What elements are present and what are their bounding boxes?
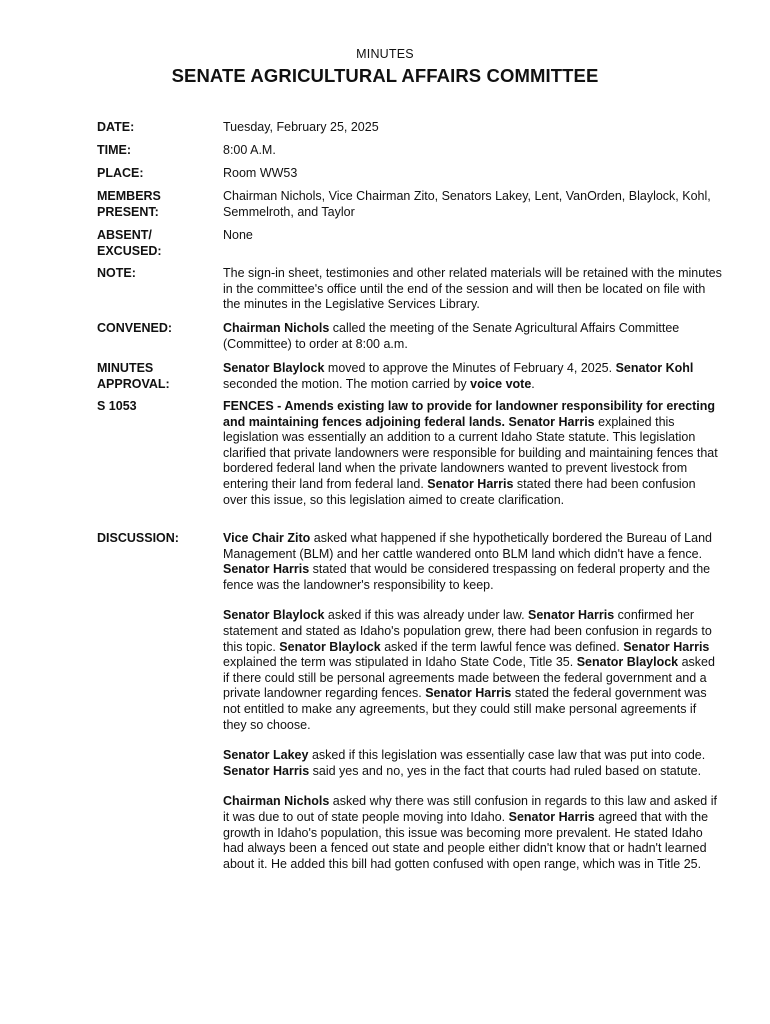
- bill-label: S 1053: [97, 399, 137, 413]
- place-label: PLACE:: [97, 166, 144, 180]
- place-value: Room WW53: [223, 166, 298, 180]
- discussion-body: agreed that with the growth in Idaho's population, this issue was becoming more prevalent. He stated Idaho had always been a fenced out state and people either didn't know that or hadn't learned about it. He added this bill had gotten confused with open range, which was in Title 25.: [223, 809, 709, 871]
- note-value: The sign-in sheet, testimonies and other related materials will be retained with the minutes in the committee's office until the end of the session and will then be located on file with the minutes in the Legislative Services Library.: [223, 266, 722, 312]
- convened-text: [223, 321, 723, 352]
- bill-text: [223, 399, 723, 508]
- bill-body: stated there had been confusion over this issue, so this legislation aimed to create clarification.: [223, 476, 696, 507]
- convened-label: CONVENED:: [97, 321, 173, 335]
- speaker-name: Senator Blaylock: [223, 361, 325, 375]
- discussion-body: stated the federal government was not entitled to make any agreements, but they could still make personal agreements if they so choose.: [223, 686, 707, 732]
- speaker-name: Senator Blaylock: [279, 639, 381, 654]
- time-value: 8:00 A.M.: [223, 143, 276, 157]
- convened-body: called the meeting of the Senate Agricultural Affairs Committee (Committee) to order at 8:00 a.m.: [223, 321, 680, 351]
- document-kicker: MINUTES: [356, 47, 414, 61]
- speaker-name: Senator Harris: [508, 809, 595, 824]
- discussion-body: asked if there could still be personal agreements made between the federal government and a private landowner regarding fences.: [223, 655, 715, 701]
- speaker-name: Chairman Nichols: [223, 794, 330, 809]
- date-value: Tuesday, February 25, 2025: [223, 120, 379, 134]
- note-label: NOTE:: [97, 266, 136, 280]
- date-label: DATE:: [97, 120, 135, 134]
- speaker-name: Senator Harris: [427, 476, 514, 491]
- members-value: Chairman Nichols, Vice Chairman Zito, Senators Lakey, Lent, VanOrden, Blaylock, Kohl, Semmelroth, and Taylor: [223, 189, 711, 219]
- speaker-name: Senator Harris: [223, 763, 310, 778]
- discussion-body: asked why there was still confusion in regards to this law and asked if it was due to out of state people moving into Idaho.: [223, 794, 717, 824]
- speaker-name: Senator Blaylock: [223, 608, 325, 623]
- discussion-body: asked if the term lawful fence was defined.: [380, 639, 624, 654]
- speaker-name: Senator Harris: [425, 686, 512, 701]
- speaker-name: Senator Harris: [223, 562, 310, 577]
- speaker-name: Vice Chair Zito: [223, 531, 311, 545]
- members-label: MEMBERS PRESENT:: [97, 189, 161, 219]
- discussion-text: [223, 531, 723, 872]
- discussion-body: asked if this was already under law.: [324, 608, 529, 623]
- speaker-name: Senator Blaylock: [576, 655, 679, 670]
- discussion-paragraph: [223, 748, 723, 779]
- vote-type: voice vote: [470, 376, 532, 391]
- approval-text: moved to approve the Minutes of February 4, 2025.: [324, 361, 616, 375]
- discussion-label: DISCUSSION:: [97, 531, 179, 545]
- bill-heading: FENCES - Amends existing law to provide for landowner responsibility for erecting and maintaining fences adjoining federal lands.: [223, 399, 715, 429]
- discussion-body: asked what happened if she hypothetically bordered the Bureau of Land Management (BLM) and her cattle wandered onto BLM land which didn't have a fence.: [223, 531, 712, 561]
- absent-value: None: [223, 228, 253, 242]
- time-label: TIME:: [97, 143, 132, 157]
- discussion-body: said yes and no, yes in the fact that courts had ruled based on statute.: [309, 763, 702, 778]
- discussion-body: asked if this legislation was essentially case law that was put into code.: [308, 748, 706, 763]
- absent-label: ABSENT/ EXCUSED:: [97, 228, 162, 258]
- discussion-body: explained the term was stipulated in Idaho State Code, Title 35.: [223, 655, 577, 670]
- discussion-paragraph: [223, 794, 723, 872]
- discussion-paragraph: [223, 531, 723, 593]
- approval-text: seconded the motion. The motion carried by: [223, 376, 471, 391]
- discussion-paragraph: [223, 608, 723, 733]
- minutes-approval-label: MINUTES APPROVAL:: [97, 361, 170, 391]
- committee-title: SENATE AGRICULTURAL AFFAIRS COMMITTEE: [171, 65, 599, 86]
- speaker-name: Senator Harris: [528, 608, 615, 623]
- speaker-name: Senator Lakey: [223, 748, 309, 763]
- minutes-approval-text: [223, 361, 723, 392]
- approval-text: .: [531, 376, 535, 391]
- speaker-name: Chairman Nichols: [223, 321, 330, 335]
- speaker-name: Senator Harris: [623, 639, 710, 654]
- speaker-name: Senator Kohl: [615, 361, 694, 375]
- speaker-name: Senator Harris: [508, 414, 595, 429]
- discussion-body: stated that would be considered trespassing on federal property and the fence was the landowner's responsibility to keep.: [223, 562, 711, 592]
- bill-body: explained this legislation was essentially an addition to a current Idaho State statute. This legislation clarified that private landowners were responsible for building and maintaining fences that bordered federal land when the private landowners wanted to prevent livestock from entering their land from federal land.: [223, 414, 718, 491]
- discussion-body: confirmed her statement and stated as Idaho's population grew, there had been confusion in regards to this topic.: [223, 608, 712, 654]
